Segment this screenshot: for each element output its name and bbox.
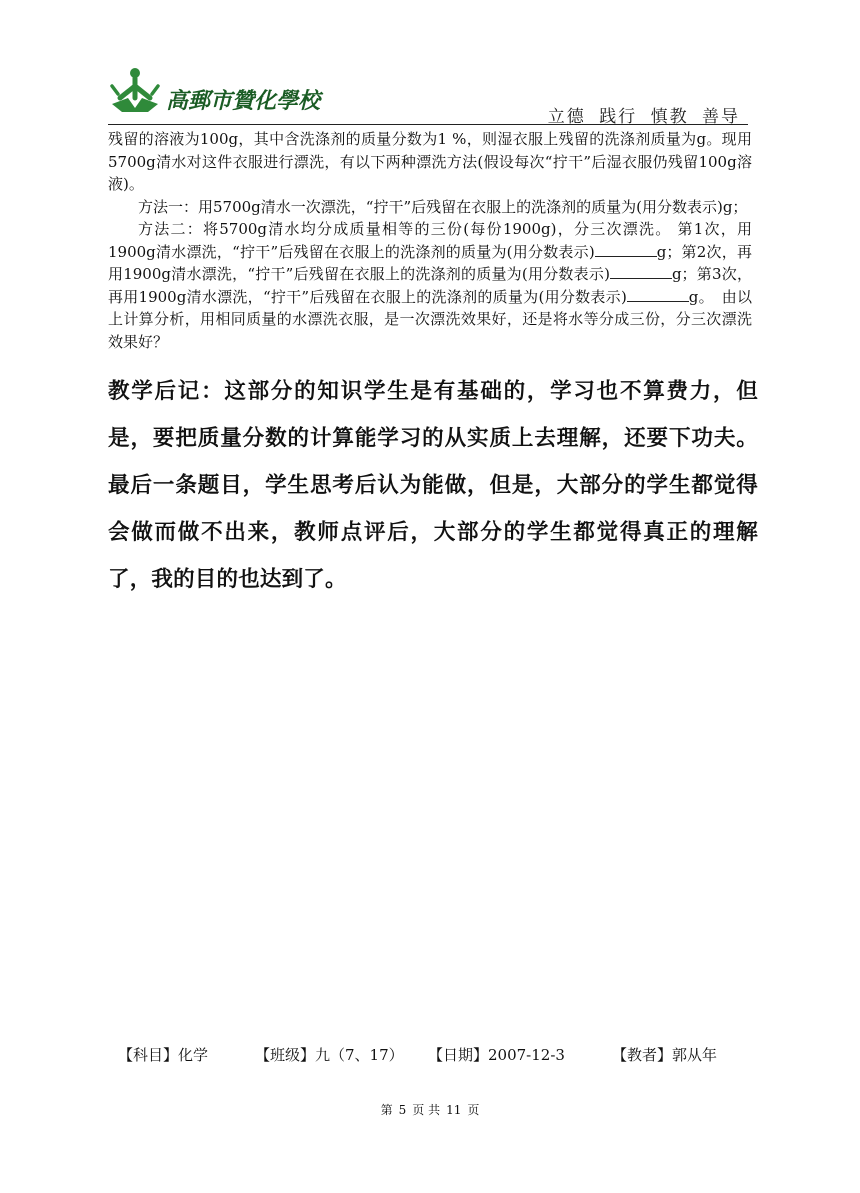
answer-blank [595,242,657,257]
class-label: 【班级】九（7、17） [255,1046,404,1064]
answer-blank [627,287,689,302]
page-header [108,62,748,125]
page-mid: 页 共 [412,1103,441,1117]
date-label: 【日期】2007-12-3 [428,1046,565,1064]
method-two-part-c: g；第3次，再用1900g清水漂洗，“拧干”后残留在衣服上的洗涤剂的质量为(用分数表示) [108,265,752,306]
exercise-text [108,128,752,353]
teacher-label: 【教者】郭从年 [612,1046,718,1064]
motto-word: 慎教 [650,107,689,127]
school-logo [108,64,321,120]
page-suffix: 页 [467,1103,480,1117]
motto-word: 践行 [599,107,638,127]
total-pages: 11 [446,1103,462,1117]
current-page: 5 [398,1103,407,1117]
motto-word: 立德 [547,107,586,127]
subject-label: 【科目】化学 [118,1046,209,1064]
page-number [0,1101,860,1118]
svg-text:高郵市贊化學校: 高郵市贊化學校 [166,88,321,114]
method-two-part-b: g；第2次，再用1900g清水漂洗，“拧干”后残留在衣服上的洗涤剂的质量为(用分数表示) [108,242,752,283]
answer-blank [610,264,672,279]
paragraph-method-two [108,218,752,353]
paragraph-method-one: 方法一：用5700g清水一次漂洗，“拧干”后残留在衣服上的洗涤剂的质量为(用分数表示)g； [138,197,748,216]
school-motto [542,102,740,127]
paragraph-intro: 残留的溶液为100g，其中含洗涤剂的质量分数为1 %，则湿衣服上残留的洗涤剂质量为g。现用5700g清水对这件衣服进行漂洗，有以下两种漂洗方法(假设每次“拧干”后湿衣服仍残留100g溶液)。 [108,130,752,193]
method-two-part-a: 方法二：将5700g清水均分成质量相等的三份(每份1900g)，分三次漂洗。 第1次，用1900g清水漂洗，“拧干”后残留在衣服上的洗涤剂的质量为(用分数表示) [108,220,752,261]
page-prefix: 第 [380,1103,393,1117]
motto-word: 善导 [702,107,740,127]
teaching-postscript: 教学后记：这部分的知识学生是有基础的，学习也不算费力，但是，要把质量分数的计算能学习的从实质上去理解，还要下功夫。最后一条题目，学生思考后认为能做，但是，大部分的学生都觉得会做而做不出来，教师点评后，大部分的学生都觉得真正的理解了，我的目的也达到了。 [108,379,758,592]
method-two-part-d: g。 由以上计算分析，用相同质量的水漂洗衣服，是一次漂洗效果好，还是将水等分成三份，分三次漂洗效果好？ [108,287,752,351]
